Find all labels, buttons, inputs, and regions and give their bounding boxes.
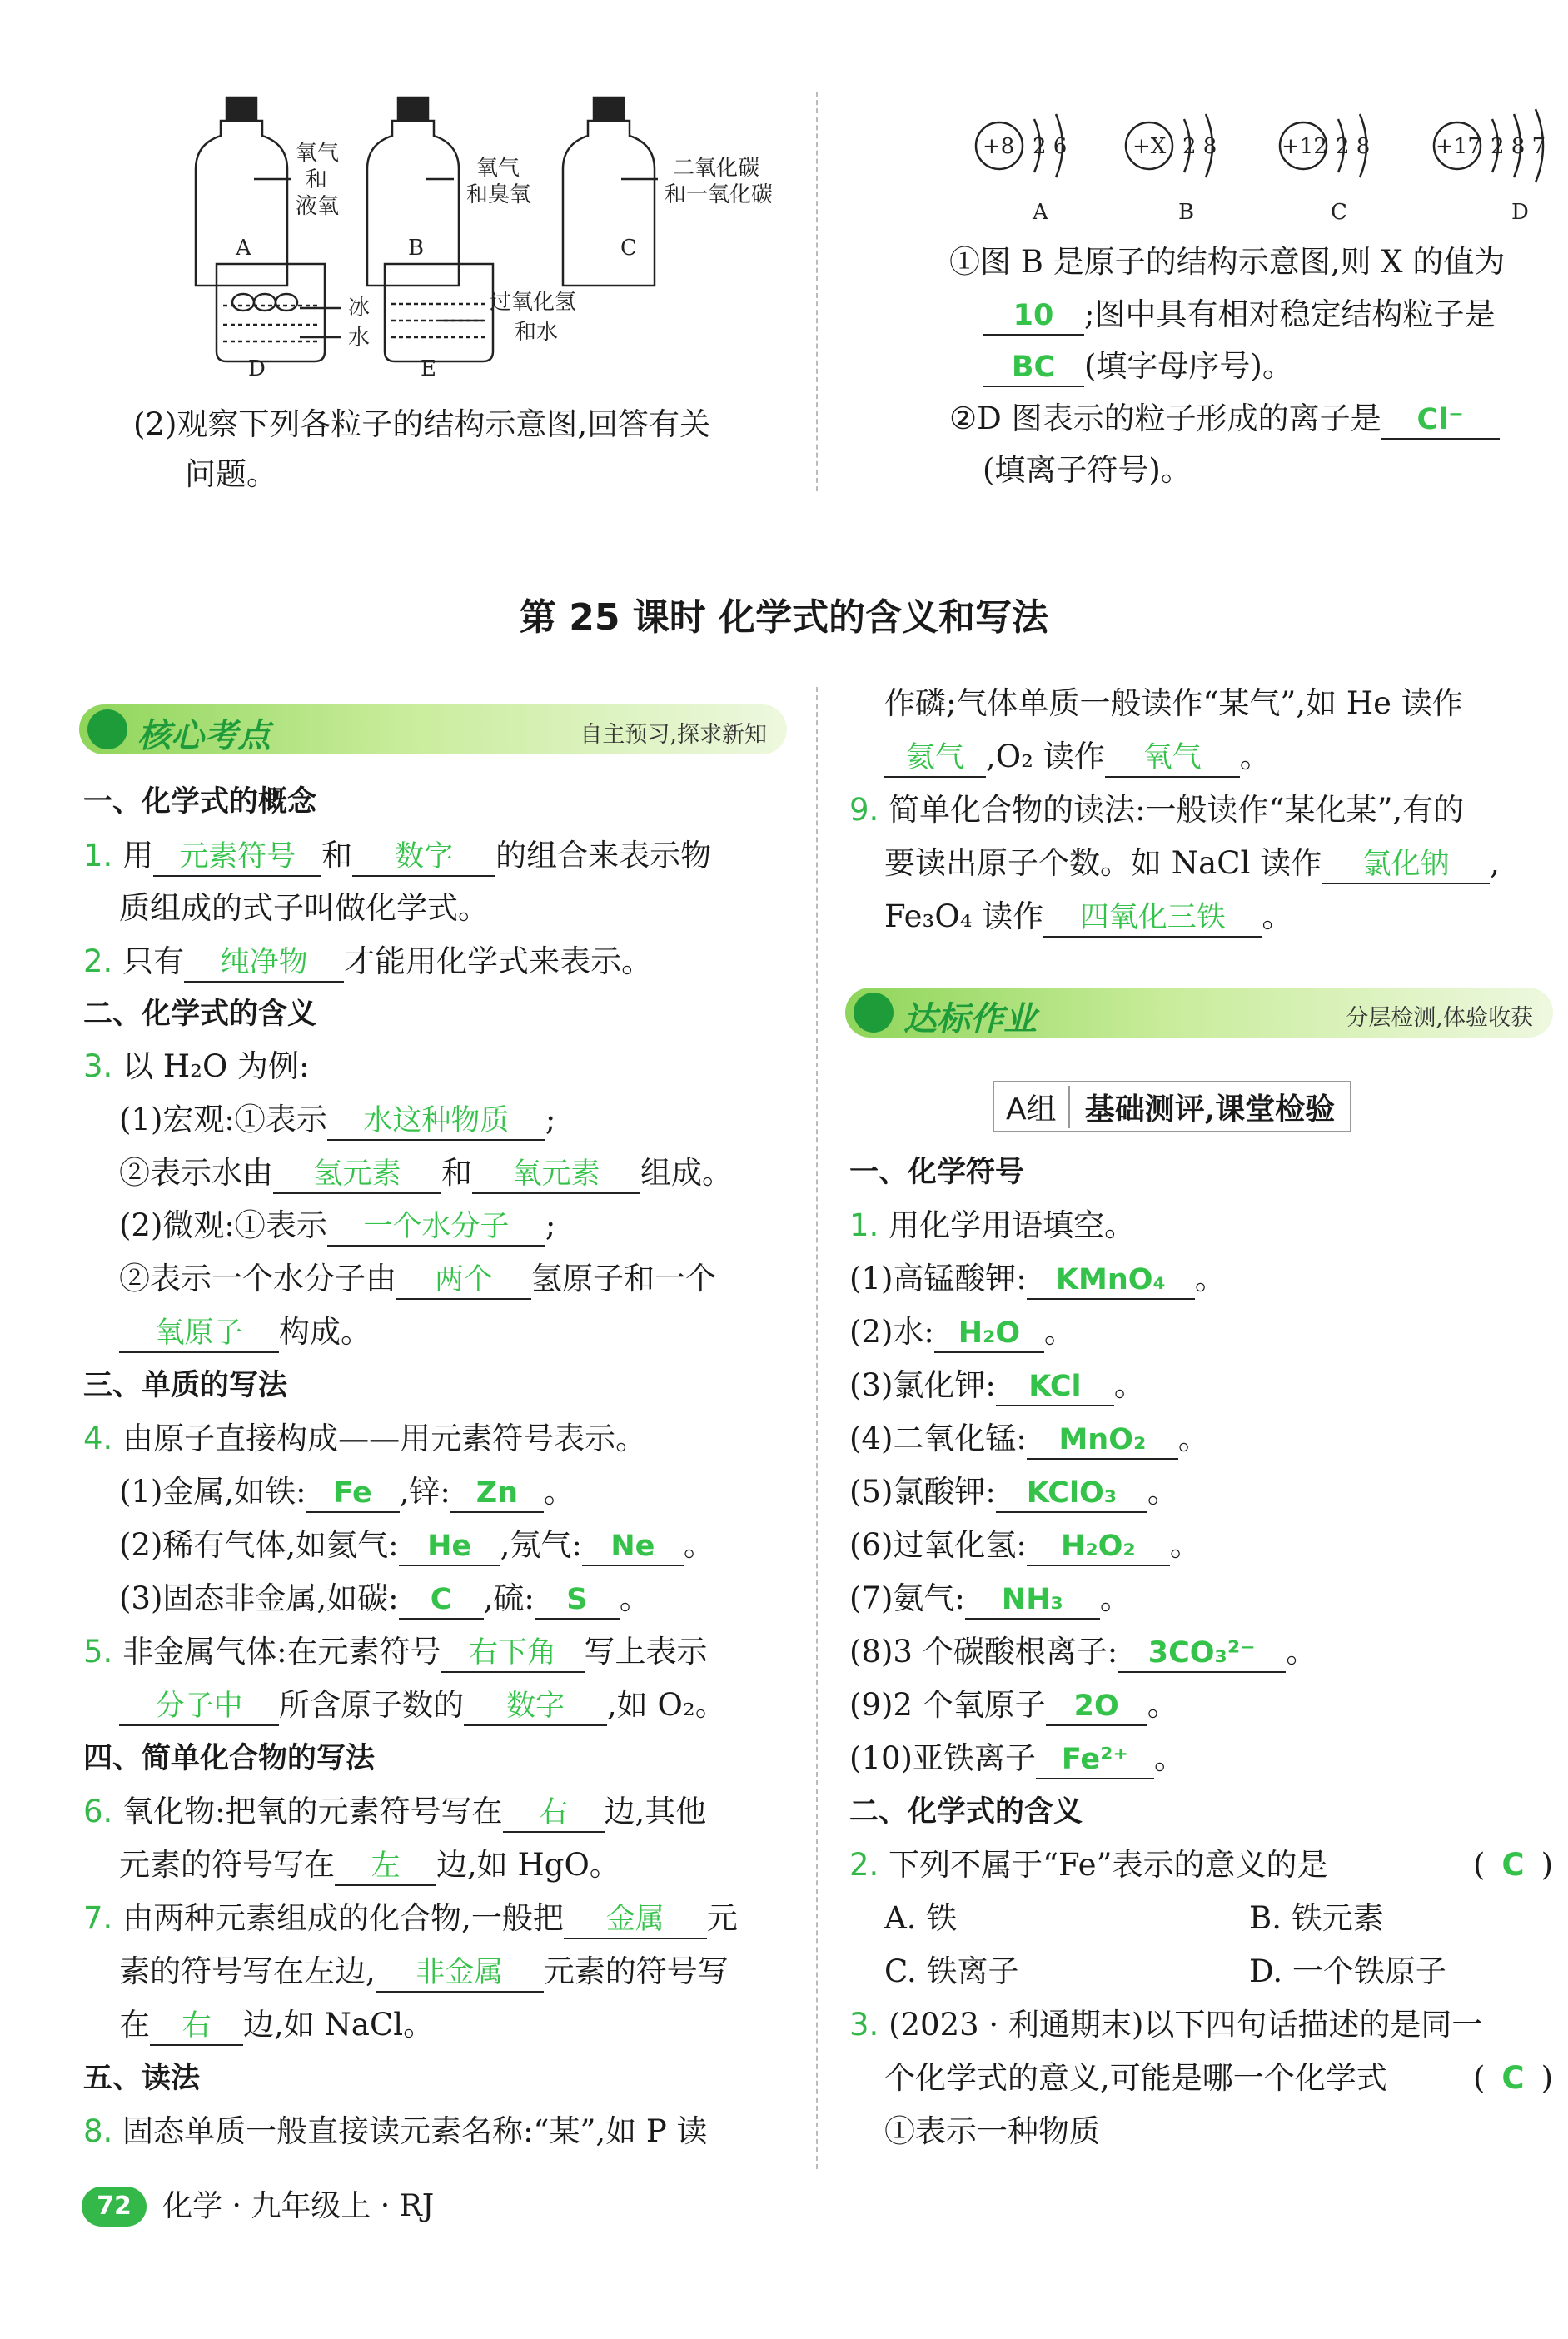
bottle-b-text: 氧气 和臭氧 (466, 156, 532, 207)
hw-q2: 2. 下列不属于“Fe”表示的意义的是 ( C ) (849, 1847, 1553, 1883)
q3-intro: 3. 以 H₂O 为例: (83, 1048, 310, 1084)
q3-micro1: (2)微观:①表示 一个水分子 ; (119, 1205, 555, 1247)
q9-line2: 要读出原子个数。如 NaCl 读作 氯化钠 , (884, 843, 1500, 884)
q7-line2: 素的符号写在左边, 非金属 元素的符号写 (119, 1951, 729, 1993)
atom-c-label: C (1331, 200, 1347, 225)
atom-b-label: B (1178, 200, 1195, 225)
q7-line1: 7. 由两种元素组成的化合物,一般把 金属 元 (83, 1898, 738, 1939)
tr-line4: ②D 图表示的粒子形成的离子是 Cl⁻ (949, 398, 1500, 440)
hw-q3-line2: 个化学式的意义,可能是哪一个化学式 ( C ) (884, 2060, 1553, 2096)
q2-line2: 问题。 (185, 456, 277, 492)
hw-item-2: (2)水: H₂O 。 (849, 1311, 1075, 1353)
hw-item-6: (6)过氧化氢: H₂O₂ 。 (849, 1525, 1201, 1566)
atom-a-shells: 2 6 (1033, 134, 1068, 159)
tr-line3: BC (填字母序号)。 (983, 346, 1293, 387)
atom-b-shells: 2 8 (1182, 134, 1217, 159)
hw-item-5: (5)氯酸钾: KClO₃ 。 (849, 1471, 1178, 1513)
section-2: 二、化学式的含义 (83, 998, 317, 1031)
atom-d-shells: 2 8 7 (1491, 134, 1546, 159)
q4-metal: (1)金属,如铁: Fe ,锌: Zn 。 (119, 1471, 575, 1513)
section-1: 一、化学式的概念 (83, 785, 317, 819)
atom-d-nucleus: +17 (1436, 134, 1481, 159)
q3-macro1: (1)宏观:①表示 水这种物质 ; (119, 1099, 555, 1141)
page-number: 72 (82, 2187, 147, 2227)
q5-line2: 分子中 所含原子数的 数字 ,如 O₂。 (119, 1685, 726, 1726)
beaker-d-text: 冰 水 (348, 296, 371, 351)
footer-text: 化学 · 九年级上 · RJ (162, 2189, 435, 2223)
hw-q3-line3: ①表示一种物质 (884, 2113, 1100, 2149)
q3-micro3: 氧原子 构成。 (119, 1311, 371, 1353)
q1-line1: 1. 用 元素符号 和 数字 的组合来表示物 (83, 835, 711, 877)
q4-nonmetal: (3)固态非金属,如碳: C ,硫: S 。 (119, 1578, 650, 1620)
q2-line1: (2)观察下列各粒子的结构示意图,回答有关 (133, 406, 711, 442)
homework-banner: 达标作业 分层检测,体验收获 (845, 988, 1553, 1038)
hw-item-10: (10)亚铁离子 Fe²⁺ 。 (849, 1738, 1185, 1779)
hw-q2-opt-a[interactable]: A. 铁 (884, 1900, 958, 1936)
lesson-title: 第 25 课时 化学式的含义和写法 (519, 596, 1049, 639)
pencil-icon (854, 993, 894, 1033)
group-a-box: A组 基础测评,课堂检验 (993, 1081, 1351, 1132)
answer-stable[interactable]: BC (983, 349, 1084, 387)
q4-intro: 4. 由原子直接构成——用元素符号表示。 (83, 1421, 647, 1456)
hw-q2-opt-c[interactable]: C. 铁离子 (884, 1953, 1019, 1989)
q6-line2: 元素的符号写在 左 边,如 HgO。 (119, 1844, 620, 1886)
q3-micro2: ②表示一个水分子由 两个 氢原子和一个 (119, 1258, 716, 1300)
beaker-e-text: 过氧化氢 和水 (490, 290, 577, 345)
r-line2: 氦气 ,O₂ 读作 氧气 。 (884, 736, 1271, 778)
hw-item-4: (4)二氧化锰: MnO₂ 。 (849, 1418, 1209, 1460)
section-5: 五、读法 (83, 2062, 201, 2095)
hw-item-9: (9)2 个氧原子 2O 。 (849, 1685, 1178, 1726)
q7-line3: 在 右 边,如 NaCl。 (119, 2004, 434, 2046)
bottle-b-label: B (408, 236, 425, 261)
section-4: 四、简单化合物的写法 (83, 1742, 376, 1775)
column-divider-top (816, 92, 818, 491)
atom-a-label: A (1033, 200, 1048, 225)
core-banner: 核心考点 自主预习,探求新知 (79, 704, 787, 754)
tr-line1: ①图 B 是原子的结构示意图,则 X 的值为 (949, 244, 1506, 280)
hw-q2-opt-d[interactable]: D. 一个铁原子 (1249, 1953, 1446, 1989)
section-3: 三、单质的写法 (83, 1369, 288, 1402)
beaker-d-label: D (248, 356, 266, 381)
hw-q3-line1: 3. (2023 · 利通期末)以下四句话描述的是同一 (849, 2007, 1483, 2043)
hw-section-1: 一、化学符号 (849, 1156, 1025, 1189)
hw-item-8: (8)3 个碳酸根离子: 3CO₃²⁻ 。 (849, 1631, 1317, 1673)
r-line1: 作磷;气体单质一般读作“某气”,如 He 读作 (884, 685, 1463, 721)
q1-line2: 质组成的式子叫做化学式。 (119, 890, 489, 926)
q6-line1: 6. 氧化物:把氧的元素符号写在 右 边,其他 (83, 1791, 706, 1833)
beaker-e-label: E (421, 356, 436, 381)
heart-icon (87, 709, 127, 749)
q3-macro2: ②表示水由 氢元素 和 氧元素 组成。 (119, 1152, 733, 1194)
hw-q2-opt-b[interactable]: B. 铁元素 (1249, 1900, 1384, 1936)
answer-x[interactable]: 10 (983, 297, 1084, 336)
q4-noble: (2)稀有气体,如氦气: He ,氖气: Ne 。 (119, 1525, 714, 1566)
hw-q1: 1. 用化学用语填空。 (849, 1207, 1136, 1243)
atom-c-nucleus: +12 (1282, 134, 1327, 159)
hw-section-2: 二、化学式的含义 (849, 1795, 1083, 1829)
atom-d-label: D (1511, 200, 1529, 225)
tr-line5: (填离子符号)。 (983, 452, 1192, 488)
hw-item-7: (7)氨气: NH₃ 。 (849, 1578, 1131, 1620)
bottle-a-label: A (236, 236, 251, 261)
q2-line: 2. 只有 纯净物 才能用化学式来表示。 (83, 941, 652, 983)
answer-ion[interactable]: Cl⁻ (1381, 401, 1500, 440)
hw-item-1: (1)高锰酸钾: KMnO₄ 。 (849, 1258, 1226, 1300)
tr-line2: 10 ;图中具有相对稳定结构粒子是 (983, 294, 1495, 336)
bottle-a-text: 氧气 和 液氧 (296, 141, 340, 219)
atom-a-nucleus: +8 (983, 134, 1015, 159)
atom-c-shells: 2 8 (1336, 134, 1371, 159)
q5-line1: 5. 非金属气体:在元素符号 右下角 写上表示 (83, 1631, 708, 1673)
bottle-c-label: C (620, 236, 637, 261)
q9-line3: Fe₃O₄ 读作 四氧化三铁 。 (884, 896, 1292, 938)
atom-b-nucleus: +X (1132, 134, 1167, 159)
hw-item-3: (3)氯化钾: KCl 。 (849, 1365, 1145, 1406)
q9-line1: 9. 简单化合物的读法:一般读作“某化某”,有的 (849, 792, 1465, 828)
column-divider-bottom (816, 687, 818, 2169)
q8-line: 8. 固态单质一般直接读元素名称:“某”,如 P 读 (83, 2113, 708, 2149)
bottle-c-text: 二氧化碳 和一氧化碳 (665, 156, 774, 207)
